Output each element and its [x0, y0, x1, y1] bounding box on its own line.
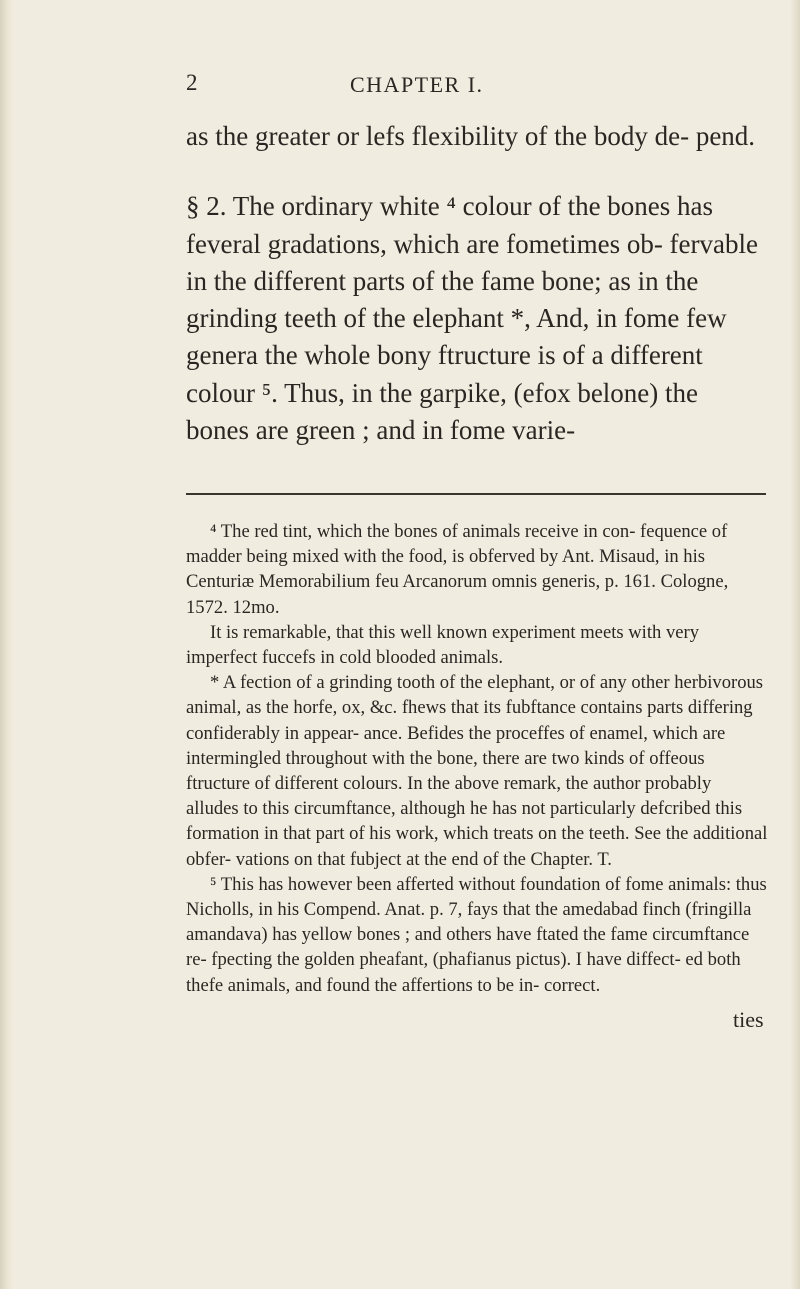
footnote-5: ⁵ This has however been afferted without foundation of fome animals: thus Nicholls, in his Compend. Anat. p. 7, fays that the amedabad finch (fringilla amandava) has yellow bones ; and others have ftated the fame circumftance re- fpecting the golden pheafant, (phafianus pictus). I have diffect- ed both thefe animals, and found the affertions to be in- correct. [186, 873, 767, 996]
main-text [186, 118, 766, 449]
page-gutter-shadow [0, 0, 14, 1289]
chapter-title: CHAPTER I. [350, 72, 484, 97]
catchword: ties [733, 1007, 764, 1032]
paragraph-section-2: § 2. The ordinary white ⁴ colour of the bones has feveral gradations, which are fometimes ob- fervable in the different parts of the fame bone; as in the grinding teeth of the elephant *, And, in fome few genera the whole bony ftructure is of a different colour ⁵. Thus, in the garpike, (efox belone) the bones are green ; and in fome varie- [186, 191, 758, 446]
running-head [186, 70, 606, 106]
footnotes [186, 519, 768, 998]
footnote-rule [186, 493, 766, 495]
footnote-4: ⁴ The red tint, which the bones of animals receive in con- fequence of madder being mixed with the food, is obferved by Ant. Misaud, in his Centuriæ Memorabilium feu Arcanorum omnis generis, p. 161. Cologne, 1572. 12mo. [186, 521, 729, 618]
page-edge-shadow [790, 0, 800, 1289]
page-number: 2 [186, 70, 199, 95]
footnote-star: * A fection of a grinding tooth of the elephant, or of any other herbivorous animal, as the horfe, ox, &c. fhews that its fubftance contains parts differing confiderably in appear- ance. Befides the proceffes of enamel, which are intermingled throughout with the bone, there are two kinds of offeous ftructure of different colours. In the above remark, the author probably alludes to this circumftance, although he has not particularly defcribed this formation in that part of his work, which treats on the teeth. See the additional obfer- vations on that fubject at the end of the Chapter. T. [186, 672, 768, 870]
footnote-4-continued: It is remarkable, that this well known experiment meets with very imperfect fuccefs in cold blooded animals. [186, 621, 699, 669]
paragraph-continuation: as the greater or lefs flexibility of the body de- pend. [186, 121, 756, 151]
